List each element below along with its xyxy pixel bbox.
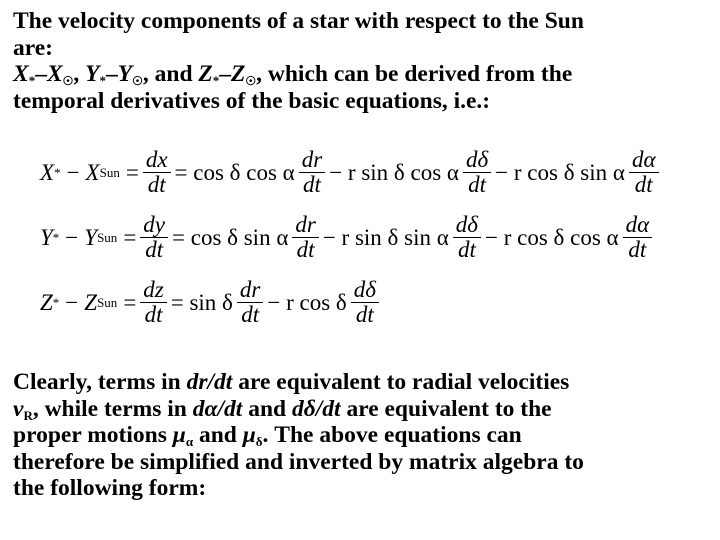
numerator: dx: [145, 147, 168, 172]
minus-sign: −: [65, 289, 79, 315]
denominator: dt: [296, 237, 315, 262]
z-sun-var: Z: [231, 61, 246, 87]
equation-term: − r sin δ cos α: [329, 159, 459, 185]
minus-sign: −: [66, 159, 80, 185]
radial-velocity-symbol: v: [13, 395, 24, 422]
closing-line-5: the following form:: [13, 475, 207, 501]
lhs-var: Z: [84, 289, 98, 315]
equals-sign: =: [123, 224, 137, 250]
numerator: dα: [631, 147, 656, 172]
d-delta-dt-term: dδ/dt: [291, 395, 341, 422]
equation-term: − r cos δ sin α: [495, 159, 625, 185]
text: proper motions: [13, 422, 173, 448]
mu-symbol: μ: [172, 422, 186, 448]
denominator: dt: [634, 172, 653, 197]
equation-term: − r cos δ: [267, 289, 347, 315]
fraction: [463, 148, 491, 197]
numerator: dy: [143, 212, 166, 237]
numerator: dr: [295, 212, 316, 237]
intro-line-3: [13, 61, 713, 88]
sun-symbol-icon: ☉: [132, 74, 143, 88]
denominator: dt: [147, 172, 166, 197]
text: are equivalent to the: [340, 395, 552, 422]
text: Clearly, terms in: [13, 369, 187, 395]
denominator: dt: [457, 237, 476, 262]
equals-sign: =: [123, 289, 137, 315]
equation-y: [40, 213, 656, 262]
denominator: dt: [628, 237, 647, 262]
star-subscript: *: [212, 73, 220, 88]
text: . The above equations can: [262, 422, 522, 448]
dash: –: [106, 61, 118, 87]
equation-term: = cos δ cos α: [174, 159, 295, 185]
star-subscript: *: [28, 73, 36, 88]
numerator: dδ: [353, 277, 376, 302]
minus-sign: −: [65, 224, 79, 250]
fraction: [351, 278, 379, 327]
comma: ,: [142, 61, 149, 87]
lhs-var: Y: [84, 224, 98, 250]
x-star-var: X: [13, 61, 29, 87]
intro-line-4: temporal derivatives of the basic equations, i.e.:: [13, 87, 491, 114]
denominator: dt: [241, 302, 260, 327]
dash: –: [35, 61, 47, 87]
d-alpha-dt-term: dα/dt: [192, 395, 243, 422]
denominator: dt: [144, 302, 163, 327]
equation-x: [40, 148, 663, 197]
closing-line-1: [13, 369, 713, 396]
mu-delta-sub: δ: [255, 434, 263, 449]
equation-term: − r cos δ cos α: [484, 224, 619, 250]
mu-alpha-sub: α: [185, 434, 194, 449]
radial-velocity-sub: R: [23, 407, 33, 423]
closing-line-4: therefore be simplified and inverted by matrix algebra to: [13, 448, 584, 475]
closing-line-3: [13, 422, 713, 449]
denominator: dt: [468, 172, 487, 197]
dash: –: [219, 61, 231, 87]
lhs-var: Y: [40, 224, 53, 250]
denominator: dt: [145, 237, 164, 262]
equation-term: − r sin δ sin α: [322, 224, 449, 250]
fraction: [629, 148, 659, 197]
lhs-var: X: [40, 159, 55, 185]
sun-symbol-icon: ☉: [62, 74, 74, 88]
denominator: dt: [303, 172, 321, 197]
equation-term: = sin δ: [170, 289, 233, 315]
equation-lhs: Y * − Y Sun =: [40, 224, 137, 250]
z-star-var: Z: [198, 61, 213, 87]
y-sun-var: Y: [117, 61, 133, 87]
intro-line-3-tail: , which can be derived from the: [256, 61, 573, 87]
numerator: dz: [143, 277, 164, 302]
fraction: [143, 148, 171, 197]
equation-lhs: Z * − Z Sun =: [40, 289, 137, 315]
fraction: [237, 278, 263, 327]
fraction: [292, 213, 318, 262]
equation-term: = cos δ sin α: [172, 224, 289, 250]
and-word: and: [154, 61, 193, 87]
equals-sign: =: [125, 159, 139, 185]
text: and: [242, 395, 292, 422]
fraction: [623, 213, 653, 262]
intro-line-1: The velocity components of a star with respect to the Sun: [13, 8, 584, 34]
intro-line-2: are:: [13, 34, 54, 61]
intro-paragraph: [13, 8, 713, 114]
fraction: [140, 213, 168, 262]
text: are equivalent to radial velocities: [232, 369, 570, 395]
equation-lhs: X * − X Sun =: [40, 159, 139, 185]
text: , while terms in: [32, 395, 193, 422]
closing-line-2: [13, 396, 713, 423]
numerator: dr: [301, 147, 323, 172]
comma: ,: [73, 61, 80, 87]
fraction: [453, 213, 481, 262]
x-sun-var: X: [46, 61, 63, 87]
lhs-var: X: [85, 159, 100, 185]
denominator: dt: [355, 302, 374, 327]
fraction: [299, 148, 325, 197]
mu-symbol: μ: [242, 422, 256, 448]
numerator: dδ: [455, 212, 478, 237]
numerator: dδ: [465, 147, 489, 172]
fraction: [140, 278, 166, 327]
text: and: [193, 422, 243, 448]
lhs-var: Z: [40, 289, 53, 315]
dr-dt-term: dr/dt: [186, 369, 233, 395]
numerator: dα: [625, 212, 650, 237]
numerator: dr: [239, 277, 261, 302]
closing-paragraph: [13, 369, 713, 502]
equation-z: [40, 278, 383, 327]
sun-symbol-icon: ☉: [245, 74, 257, 88]
star-subscript: *: [99, 73, 106, 88]
y-star-var: Y: [85, 61, 100, 87]
